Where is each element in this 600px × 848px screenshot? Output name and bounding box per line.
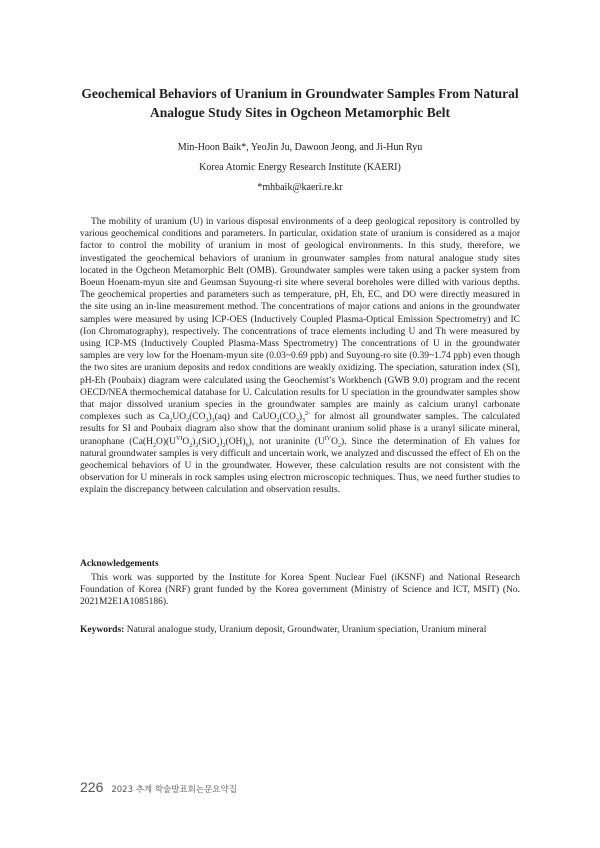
paper-title: [60, 84, 540, 122]
formula-text: ), not uraninite (U: [248, 436, 325, 447]
keywords-text: Natural analogue study, Uranium deposit, Groundwater, Uranium speciation, Uranium mineral: [124, 625, 487, 635]
abstract: [80, 216, 520, 497]
acknowledgements-heading: Acknowledgements: [80, 559, 159, 569]
formula-text: ): [219, 436, 223, 447]
page-number: 226: [80, 779, 104, 795]
page-footer: [80, 779, 237, 795]
formula-superscript: 2-: [305, 411, 311, 418]
formula-text: O)(U: [155, 436, 177, 447]
formula-subscript: 2: [216, 442, 220, 449]
formula-text: UO: [172, 412, 187, 423]
formula-text: (SiO: [198, 436, 217, 447]
formula-text: (OH): [225, 436, 246, 447]
formula-subscript: 6: [245, 442, 249, 449]
keywords: [80, 624, 520, 636]
formula-superscript: IV: [324, 435, 332, 442]
acknowledgements-text: This work was supported by the Institute for Korea Spent Nuclear Fuel (iKSNF) and National Research Foundation of Korea (NRF) grant funded by the Korea government (Ministry of Science and ICT, MSIT) (No. 2021M2E1A1085186).: [80, 573, 520, 608]
formula-text: O: [182, 436, 190, 447]
affiliation: Korea Atomic Energy Research Institute (KAERI): [199, 162, 401, 173]
formula-text: (aq) and CaUO: [214, 412, 277, 423]
formula-superscript: VI: [176, 435, 183, 442]
formula-subscript: 2: [152, 442, 156, 449]
formula-text: O: [331, 436, 338, 447]
paper-title-line-2: Analogue Study Sites in Ogcheon Metamorphic Belt: [149, 105, 450, 120]
formula-subscript: 3: [211, 418, 215, 425]
author-list: Min-Hoon Baik*, YeoJin Ju, Dawoon Jeong, and Ji-Hun Ryu: [177, 142, 423, 153]
formula-text: ): [192, 436, 196, 447]
keywords-label: Keywords:: [80, 625, 125, 635]
formula-subscript: 2: [186, 418, 190, 425]
formula-subscript: 2: [337, 442, 341, 449]
formula-subscript: 2: [195, 442, 199, 449]
formula-subscript: 2: [189, 442, 193, 449]
formula-subscript: 2: [169, 418, 173, 425]
formula-subscript: 2: [222, 442, 226, 449]
abstract-text-2: for almost all groundwater samples. The calculated results for SI and Poubaix diagram also show that the dominant uranium solid phase is a uranyl silicate mineral, uranophane (Ca(H: [80, 412, 521, 447]
formula-text: ): [208, 412, 212, 423]
paper-title-line-1: Geochemical Behaviors of Uranium in Groundwater Samples From Natural: [81, 86, 519, 101]
corresponding-email: *mhbaik@kaeri.re.kr: [257, 182, 343, 193]
abstract-text-1: The mobility of uranium (U) in various disposal environments of a deep geological repository is controlled by various geochemical conditions and parameters. In particular, oxidation state of uranium is considered as a major factor to control the mobility of uranium in most of geological environments. In this study, therefore, we investigated the geochemical behaviors of uranium in grounwater samples from natural analogue study sites located in the Ogcheon Metamorphic Belt (OMB). Groundwater samples were taken using a packer system from Boeun Hoenam-myun site and Geumsan Suyoung-ri site where several boreholes were dilled with various depths. The geochemical properties and parameters such as temperature, pH, Eh, EC, and DO were directly measured in the site using an in-line measurement method. The concentrations of major cations and anions in the groundwater samples were measured by using ICP-OES (Inductively Coupled Plasma-Optical Emission Spectrometry) and IC (Ion Chromatography), respectively. The concentrations of trace elements including U and Th were measured by using ICP-MS (Inductively Coupled Plasma-Mass Spectrometry) The concentrations of U in the groundwater samples are very low for the Hoenam-myun site (0.03~0.69 ppb) and Suyoung-ro site (0.39~1.74 ppb) even though the two sites are uranium deposits and redox conditions are weakly oxidizing. The speciation, saturation index (SI), pH-Eh (Poubaix) diagram were calculated using the Geochemist’s Workbench (GWB 9.0) program and the recent OECD/NEA thermochemical database for U. Calculation results for U speciation in the groundwater samples show that major dissolved uranium species in the groundwater samples are mainly as calcium uranyl carbonate complexes such as Ca: [80, 217, 520, 423]
formula-text: ): [298, 412, 303, 423]
formula-subscript: 3: [295, 418, 299, 425]
formula-subscript: 3: [205, 418, 209, 425]
formula-subscript: 2: [276, 418, 280, 425]
formula-subscript: 3: [302, 418, 306, 425]
formula-text: (CO: [189, 412, 206, 423]
formula-text: (CO: [279, 412, 296, 423]
abstract-text-3: ). Since the determination of Eh values for natural groundwater samples is very difficult and uncertain work, we analyzed and discussed the effect of Eh on the geochemical behaviors of U in the groundwater. However, these calculation results are not consistent with the observation for U minerals in rock samples using electron microscopic techniques. Thus, we need further studies to explain the discrepancy between calculation and observation results.: [80, 436, 521, 496]
journal-name: 2023 추계 학술발표회논문요약집: [111, 785, 237, 795]
